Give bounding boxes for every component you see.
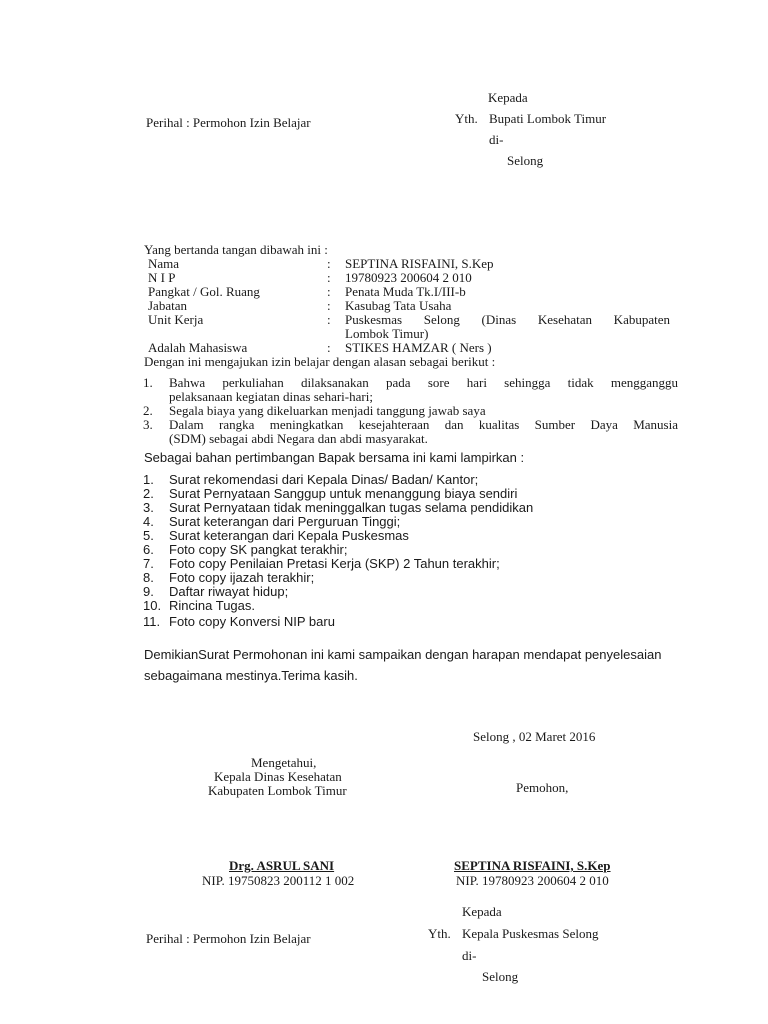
di-label-2: di- <box>462 948 477 963</box>
attachment-text: Surat keterangan dari Kepala Puskesmas <box>169 528 409 543</box>
attachment-text: Foto copy Penilaian Pretasi Kerja (SKP) 2 Tahun terakhir; <box>169 556 500 571</box>
request-line: Dengan ini mengajukan izin belajar dengan alasan sebagai berikut : <box>144 354 496 369</box>
reason-number: 1. <box>143 375 153 390</box>
reason-item <box>143 404 678 418</box>
attachment-text: Surat rekomendasi dari Kepala Dinas/ Badan/ Kantor; <box>169 472 479 487</box>
identity-value-continued: Lombok Timur) <box>345 326 429 341</box>
attachment-number: 9. <box>143 584 154 599</box>
reason-item <box>143 418 678 446</box>
attachment-item <box>143 557 678 571</box>
yth-label-2: Yth. <box>428 926 451 941</box>
recipient-name: Bupati Lombok Timur <box>489 111 607 126</box>
perihal-line: Perihal : Permohon Izin Belajar <box>146 115 311 130</box>
attachment-text: Rincina Tugas. <box>169 598 255 613</box>
identity-colon: : <box>327 312 331 327</box>
identity-value: 19780923 200604 2 010 <box>345 270 472 285</box>
kepada-label-2: Kepada <box>462 904 502 919</box>
signer-right-nip: NIP. 19780923 200604 2 010 <box>456 873 609 888</box>
attachment-text: Daftar riwayat hidup; <box>169 584 289 599</box>
attachment-item <box>143 473 678 487</box>
attachment-item <box>143 599 678 613</box>
intro-line: Yang bertanda tangan dibawah ini : <box>144 242 328 257</box>
reason-number: 3. <box>143 417 153 432</box>
attachment-text: Surat Pernyataan tidak meninggalkan tugas selama pendidikan <box>169 500 534 515</box>
kabupaten-label: Kabupaten Lombok Timur <box>208 783 347 798</box>
attachment-number: 10. <box>143 598 162 613</box>
attachment-number: 3. <box>143 500 154 515</box>
date-line: Selong , 02 Maret 2016 <box>473 729 596 744</box>
identity-row <box>148 271 670 285</box>
identity-colon: : <box>327 284 331 299</box>
attachments-intro: Sebagai bahan pertimbangan Bapak bersama ini kami lampirkan : <box>144 450 525 465</box>
attachment-number: 8. <box>143 570 154 585</box>
recipient-name-2: Kepala Puskesmas Selong <box>462 926 599 941</box>
identity-value: Penata Muda Tk.I/III-b <box>345 284 466 299</box>
reason-text: Bahwa perkuliahan dilaksanakan pada sore hari sehingga tidak mengganggu <box>169 375 678 390</box>
signer-left-nip: NIP. 19750823 200112 1 002 <box>202 873 355 888</box>
pemohon-label: Pemohon, <box>516 780 569 795</box>
attachment-item <box>143 487 678 501</box>
identity-value: SEPTINA RISFAINI, S.Kep <box>345 256 494 271</box>
reason-text-continued: (SDM) sebagai abdi Negara dan abdi masyarakat. <box>169 431 428 446</box>
identity-label: Unit Kerja <box>148 312 204 327</box>
attachment-item <box>143 529 678 543</box>
attachment-number: 6. <box>143 542 154 557</box>
di-label: di- <box>489 132 504 147</box>
identity-value: Puskesmas Selong (Dinas Kesehatan Kabupaten <box>345 312 670 327</box>
mengetahui-label: Mengetahui, <box>251 755 317 770</box>
closing-line: DemikianSurat Permohonan ini kami sampaikan dengan harapan mendapat penyelesaian <box>144 647 662 662</box>
reason-number: 2. <box>143 403 153 418</box>
place-name: Selong <box>507 153 544 168</box>
identity-label: Nama <box>148 256 180 271</box>
yth-label: Yth. <box>455 111 478 126</box>
place-name-2: Selong <box>482 969 519 984</box>
reason-item <box>143 376 678 404</box>
attachment-item <box>143 543 678 557</box>
identity-colon: : <box>327 298 331 313</box>
attachment-number: 4. <box>143 514 154 529</box>
kepala-dinas-label: Kepala Dinas Kesehatan <box>214 769 342 784</box>
signer-right-name: SEPTINA RISFAINI, S.Kep <box>454 858 611 873</box>
attachment-number: 5. <box>143 528 154 543</box>
attachment-text: Foto copy SK pangkat terakhir; <box>169 542 348 557</box>
identity-row <box>148 313 670 341</box>
closing-line: sebagaimana mestinya.Terima kasih. <box>144 668 358 683</box>
reason-text-continued: pelaksanaan kegiatan dinas sehari-hari; <box>169 389 373 404</box>
attachment-text: Surat Pernyataan Sanggup untuk menanggung biaya sendiri <box>169 486 518 501</box>
attachment-item <box>143 585 678 599</box>
attachment-item <box>143 615 678 629</box>
identity-label: Pangkat / Gol. Ruang <box>148 284 260 299</box>
attachment-item <box>143 571 678 585</box>
attachment-number: 2. <box>143 486 154 501</box>
attachment-number: 7. <box>143 556 154 571</box>
attachment-item <box>143 501 678 515</box>
identity-colon: : <box>327 256 331 271</box>
attachment-number: 1. <box>143 472 154 487</box>
kepada-label: Kepada <box>488 90 528 105</box>
identity-colon: : <box>327 270 331 285</box>
reason-text: Dalam rangka meningkatkan kesejahteraan dan kualitas Sumber Daya Manusia <box>169 417 678 432</box>
identity-row <box>148 341 670 355</box>
attachment-text: Foto copy Konversi NIP baru <box>169 614 335 629</box>
identity-value: Kasubag Tata Usaha <box>345 298 452 313</box>
identity-colon: : <box>327 340 331 355</box>
identity-label: Jabatan <box>148 298 187 313</box>
attachment-text: Foto copy ijazah terakhir; <box>169 570 315 585</box>
attachment-text: Surat keterangan dari Perguruan Tinggi; <box>169 514 401 529</box>
reason-text: Segala biaya yang dikeluarkan menjadi tanggung jawab saya <box>169 403 486 418</box>
identity-value: STIKES HAMZAR ( Ners ) <box>345 340 492 355</box>
attachment-number: 11. <box>143 614 161 629</box>
attachment-item <box>143 515 678 529</box>
identity-row <box>148 285 670 299</box>
identity-row <box>148 299 670 313</box>
perihal-line-2: Perihal : Permohon Izin Belajar <box>146 931 311 946</box>
identity-label: N I P <box>148 270 176 285</box>
identity-label: Adalah Mahasiswa <box>148 340 248 355</box>
signer-left-name: Drg. ASRUL SANI <box>229 858 335 873</box>
identity-row <box>148 257 670 271</box>
